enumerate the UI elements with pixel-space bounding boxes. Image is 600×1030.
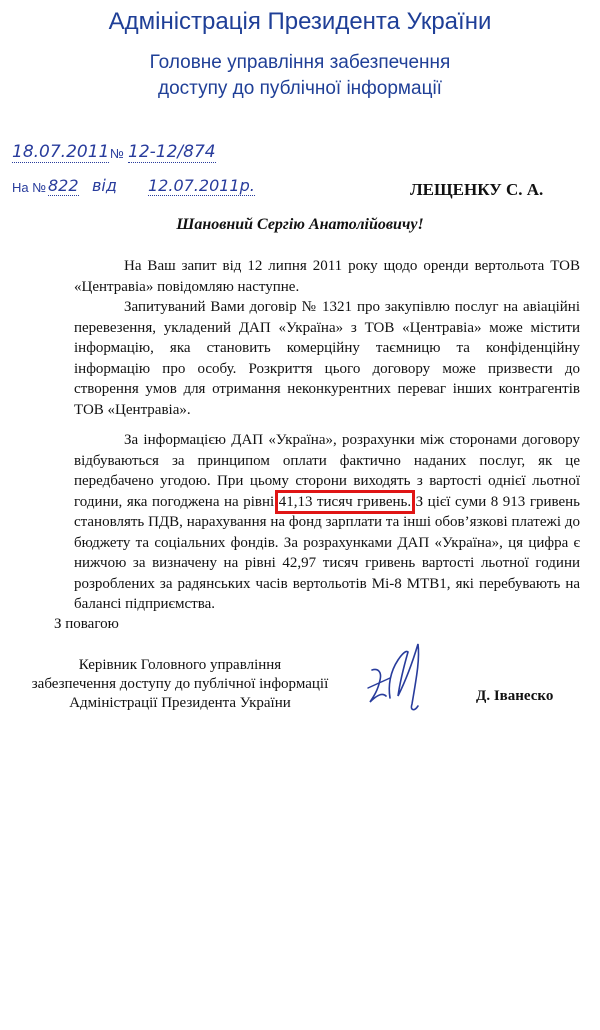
paragraph-1 — [74, 256, 580, 297]
signatory-name: Д. Іванеско — [476, 688, 554, 704]
paragraph-3 — [74, 430, 580, 615]
outgoing-number: 12-12/874 — [128, 142, 216, 162]
position-line-2: забезпечення доступу до публічної інформації — [31, 676, 329, 692]
reply-reference — [12, 176, 302, 200]
position-line-3: Адміністрації Президента України — [69, 695, 291, 711]
outgoing-date: 18.07.2011 — [12, 142, 110, 162]
paragraph-3-after: З цієї суми 8 913 гривень становлять ПДВ, нарахування на фонд зарплати та інші обов’язкові платежі до бюджету та соціальних фондів. За розрахунками ДАП «Україна», ця цифра є нижчою за визначену на рівні 42,97 тисяч гривень вартості льотної години розроблених за радянських часів вертольотів Мі-8 МТВ1, які перебувають на балансі підприємства. — [74, 493, 581, 612]
reply-from-label: від — [92, 176, 117, 195]
reply-number: 822 — [48, 176, 79, 195]
reply-date: 12.07.2011р. — [148, 176, 255, 195]
paragraph-2-text: Запитуваний Вами договір № 1321 про закупівлю послуг на авіаційні перевезення, укладений ДАП «Україна» з ТОВ «Центравіа» може містити інформацію, яка становить комерційну таємницю та конфіденційну інформацію про особу. Розкриття цього договору може призвести до створення умов для отримання неконкурентних переваг інших контрагентів ТОВ «Центравіа». — [74, 299, 580, 418]
letterhead-subtitle-line1: Головне управління забезпечення — [149, 52, 451, 73]
closing: З повагою — [54, 616, 119, 632]
number-label: № — [110, 146, 124, 161]
highlighted-amount: 41,13 тисяч гривень. — [278, 493, 412, 510]
paragraph-3-before: За інформацією ДАП «Україна», розрахунки між сторонами договору відбуваються за принципом оплати фактично наданих послуг, як це передбачено угодою. При цьому сторони виходять з вартості однієї льотної години, яка погоджена на рівні — [74, 432, 580, 510]
recipient: ЛЕЩЕНКУ С. А. — [410, 180, 544, 199]
letterhead-title: Адміністрація Президента України — [108, 8, 492, 35]
paragraph-1-text: На Ваш запит від 12 липня 2011 року щодо оренди вертольота ТОВ «Центравіа» повідомляю наступне. — [74, 258, 580, 295]
position-line-1: Керівник Головного управління — [78, 657, 282, 673]
salutation: Шановний Сергію Анатолійовичу! — [176, 216, 424, 233]
handwritten-signature — [360, 630, 440, 720]
signature-position — [20, 656, 340, 713]
reply-number-label: На № — [12, 180, 47, 195]
letterhead-subtitle-line2: доступу до публічної інформації — [158, 78, 442, 99]
paragraph-2 — [74, 297, 580, 420]
paragraph-3-text — [74, 430, 580, 615]
outgoing-reference — [12, 140, 272, 166]
